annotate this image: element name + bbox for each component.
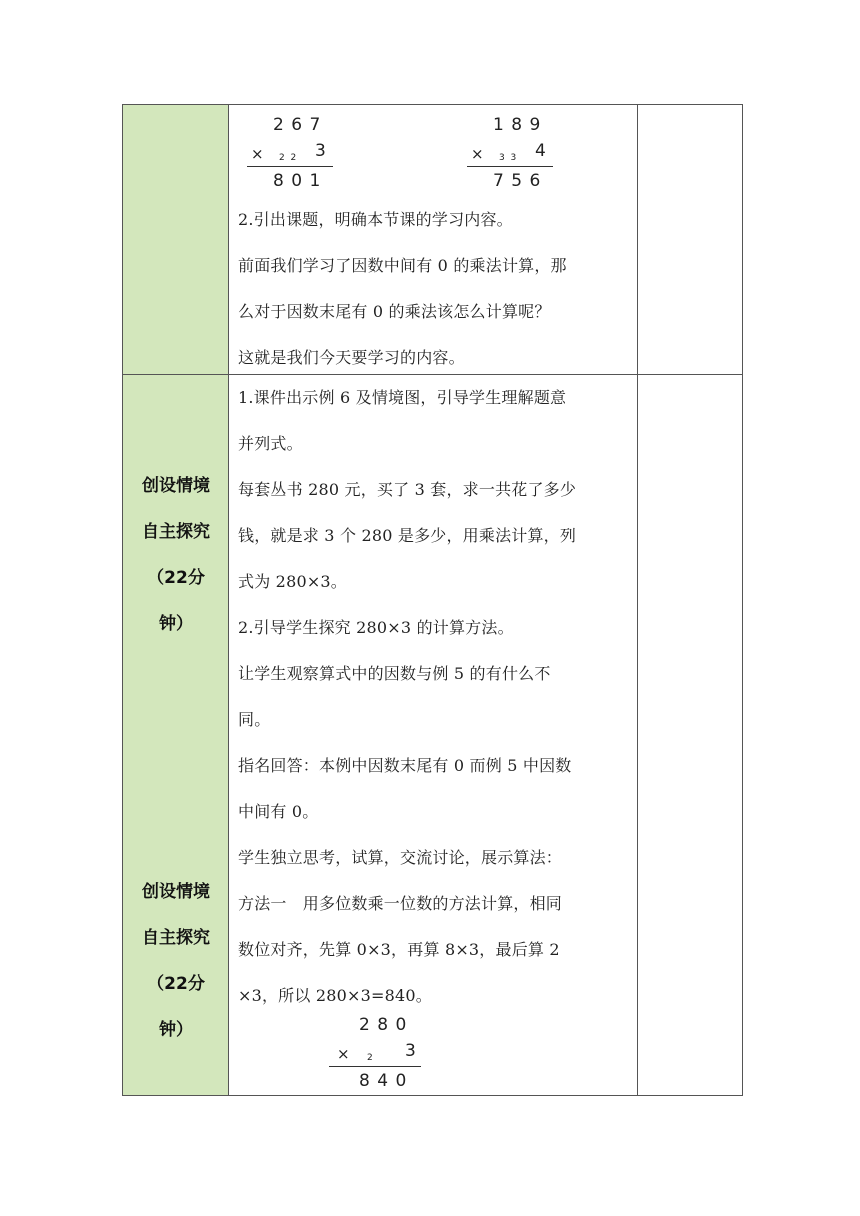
vertical-multiplication <box>329 1015 429 1095</box>
text-line: 每套丛书 280 元，买了 3 套，求一共花了多少 <box>238 480 577 499</box>
multiplicand: 2 8 0 <box>359 1015 408 1035</box>
multiply-sign: × <box>471 145 484 163</box>
section-label: 创设情境 自主探究 （22分 钟） <box>142 476 210 634</box>
multiplier: 4 <box>535 141 547 161</box>
vertical-multiplication <box>467 115 557 195</box>
text-block <box>238 375 576 1019</box>
product: 8 0 1 <box>273 171 322 191</box>
text-line: 同。 <box>238 710 271 729</box>
text-line: 数位对齐，先算 0×3，再算 8×3，最后算 2 <box>238 940 560 959</box>
text-line: 让学生观察算式中的因数与例 5 的有什么不 <box>238 664 551 683</box>
product: 8 4 0 <box>359 1071 408 1091</box>
text-line: 1.课件出示例 6 及情境图，引导学生理解题意 <box>238 388 567 407</box>
text-line: 钱，就是求 3 个 280 是多少，用乘法计算，列 <box>238 526 577 545</box>
notes-cell <box>638 375 743 1096</box>
text-block <box>238 197 567 381</box>
carry-digits: 2 <box>367 1053 373 1063</box>
content-cell <box>229 375 638 1096</box>
lesson-plan-table <box>122 104 743 1096</box>
text-line: 指名回答：本例中因数末尾有 0 而例 5 中因数 <box>238 756 572 775</box>
text-line: 么对于因数末尾有 0 的乘法该怎么计算呢？ <box>238 302 551 321</box>
multiplier: 3 <box>315 141 327 161</box>
notes-cell <box>638 105 743 375</box>
text-line: ×3，所以 280×3=840。 <box>238 986 432 1005</box>
text-line: 中间有 0。 <box>238 802 319 821</box>
sum-line <box>247 166 333 167</box>
section-label-cell <box>123 375 229 1096</box>
content-cell <box>229 105 638 375</box>
text-line: 方法一 用多位数乘一位数的方法计算，相同 <box>238 894 563 913</box>
sum-line <box>329 1066 421 1067</box>
text-line: 2.引导学生探究 280×3 的计算方法。 <box>238 618 514 637</box>
carry-digits: 2 2 <box>279 153 297 163</box>
section-label: 创设情境 自主探究 （22分 钟） <box>142 882 210 1040</box>
text-line: 这就是我们今天要学习的内容。 <box>238 348 465 367</box>
text-line: 学生独立思考，试算，交流讨论，展示算法： <box>238 848 563 867</box>
text-line: 2.引出课题，明确本节课的学习内容。 <box>238 210 513 229</box>
product: 7 5 6 <box>493 171 542 191</box>
carry-digits: 3 3 <box>499 153 517 163</box>
text-line: 式为 280×3。 <box>238 572 348 591</box>
sum-line <box>467 166 553 167</box>
multiplicand: 1 8 9 <box>493 115 542 135</box>
table-row <box>123 375 743 1096</box>
multiply-sign: × <box>337 1045 350 1063</box>
section-label-cell <box>123 105 229 375</box>
table-row <box>123 105 743 375</box>
text-line: 前面我们学习了因数中间有 0 的乘法计算，那 <box>238 256 567 275</box>
multiply-sign: × <box>251 145 264 163</box>
text-line: 并列式。 <box>238 434 303 453</box>
vertical-multiplication <box>247 115 337 195</box>
multiplicand: 2 6 7 <box>273 115 322 135</box>
multiplier: 3 <box>405 1041 417 1061</box>
